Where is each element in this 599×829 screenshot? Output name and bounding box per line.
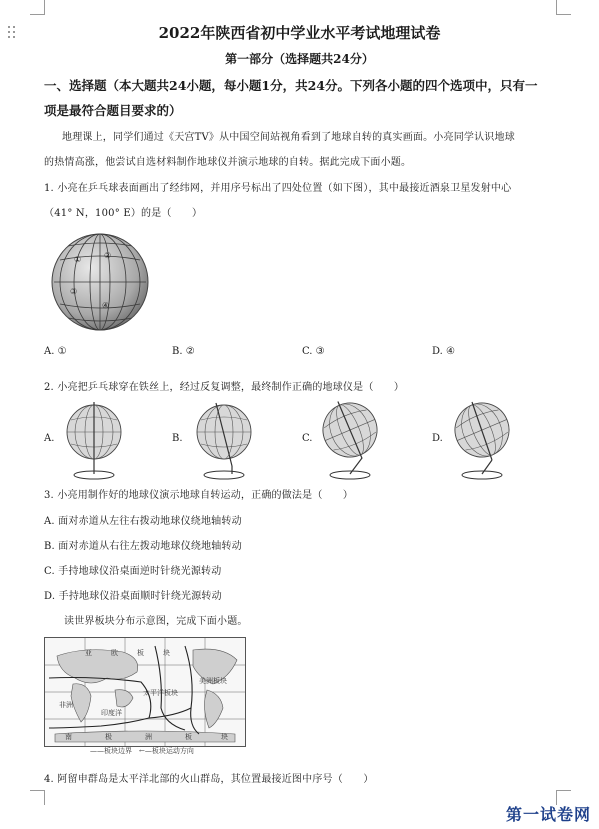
q1-option-b[interactable]: B. ② xyxy=(172,346,195,357)
q3-option-a[interactable]: A. 面对赤道从左往右拨动地球仪绕地轴转动 xyxy=(44,516,242,527)
q2-globe-a-figure xyxy=(64,400,126,480)
plate-map-figure xyxy=(44,637,246,747)
q2-globe-c-figure xyxy=(320,398,382,480)
q3-option-c[interactable]: C. 手持地球仪沿桌面逆时针绕光源转动 xyxy=(44,566,222,577)
map-intro: 读世界板块分布示意图，完成下面小题。 xyxy=(64,616,248,627)
q2-option-c[interactable]: C. xyxy=(302,433,313,444)
plate-label-kuai: 块 xyxy=(163,649,170,657)
plate-label-america: 美洲板块 xyxy=(199,677,227,685)
map-legend: ——板块边界 ←—板块运动方向 xyxy=(90,747,194,755)
plate-label-europe: 欧 xyxy=(111,649,118,657)
q1-option-a[interactable]: A. ① xyxy=(44,346,67,357)
q2-option-b[interactable]: B. xyxy=(172,433,183,444)
plate-label-indian: 印度洋 xyxy=(101,709,122,717)
corner-mark-top-right xyxy=(556,0,571,15)
corner-mark-top-left xyxy=(30,0,45,15)
globe-mark-4: ④ xyxy=(102,301,110,310)
intro-line2: 的热情高涨，他尝试自选材料制作地球仪并演示地球的自转。据此完成下面小题。 xyxy=(44,157,412,168)
q1-option-c[interactable]: C. ③ xyxy=(302,346,325,357)
plate-label-south: 南 xyxy=(65,733,72,741)
plate-label-africa: 非洲 xyxy=(59,701,73,709)
plate-label-pole: 极 xyxy=(105,733,112,741)
site-watermark: 第一试卷网 xyxy=(505,805,591,824)
q2-globe-b-figure xyxy=(194,400,256,480)
q3-text: 3. 小亮用制作好的地球仪演示地球自转运动，正确的做法是（ ） xyxy=(44,490,354,501)
globe-mark-2: ② xyxy=(104,251,112,260)
section-heading-line2: 项是最符合题目要求的） xyxy=(44,103,182,118)
plate-label-ban: 板 xyxy=(137,649,144,657)
q4-text: 4. 阿留申群岛是太平洋北部的火山群岛，其位置最接近图中序号（ ） xyxy=(44,774,374,785)
q2-option-a[interactable]: A. xyxy=(44,433,55,444)
section-heading-line1: 一、选择题（本大题共24小题，每小题1分，共24分。下列各小题的四个选项中，只有一 xyxy=(44,78,538,93)
plate-label-pacific: 太平洋板块 xyxy=(143,689,178,697)
q2-globe-d-figure xyxy=(452,398,514,480)
q3-option-b[interactable]: B. 面对赤道从右往左拨动地球仪绕地轴转动 xyxy=(44,541,242,552)
plate-label-asia: 亚 xyxy=(85,649,92,657)
q1-line2: （41° N，100° E）的是（ ） xyxy=(44,208,203,219)
plate-label-ban-2: 板 xyxy=(185,733,192,741)
q1-globe-figure xyxy=(44,232,156,332)
globe-mark-3: ③ xyxy=(70,287,78,296)
q2-option-d[interactable]: D. xyxy=(432,433,443,444)
globe-mark-1: ① xyxy=(74,255,82,264)
corner-mark-bottom-left xyxy=(30,790,45,805)
part-title: 第一部分（选择题共24分） xyxy=(225,52,374,66)
q1-option-d[interactable]: D. ④ xyxy=(432,346,455,357)
q3-option-d[interactable]: D. 手持地球仪沿桌面顺时针绕光源转动 xyxy=(44,591,222,602)
q1-line1: 1. 小亮在乒乓球表面画出了经纬网，并用序号标出了四处位置（如下图），其中最接近酒泉卫星发射中心 xyxy=(44,183,512,194)
plate-label-kuai-2: 块 xyxy=(221,733,228,741)
intro-line1: 地理课上，同学们通过《天宫TV》从中国空间站视角看到了地球自转的真实画面。小亮同学认识地球 xyxy=(62,132,515,143)
page-title: 2022年陕西省初中学业水平考试地理试卷 xyxy=(158,24,441,42)
q2-text: 2. 小亮把乒乓球穿在铁丝上，经过反复调整，最终制作正确的地球仪是（ ） xyxy=(44,382,405,393)
plate-label-continent: 洲 xyxy=(145,733,152,741)
